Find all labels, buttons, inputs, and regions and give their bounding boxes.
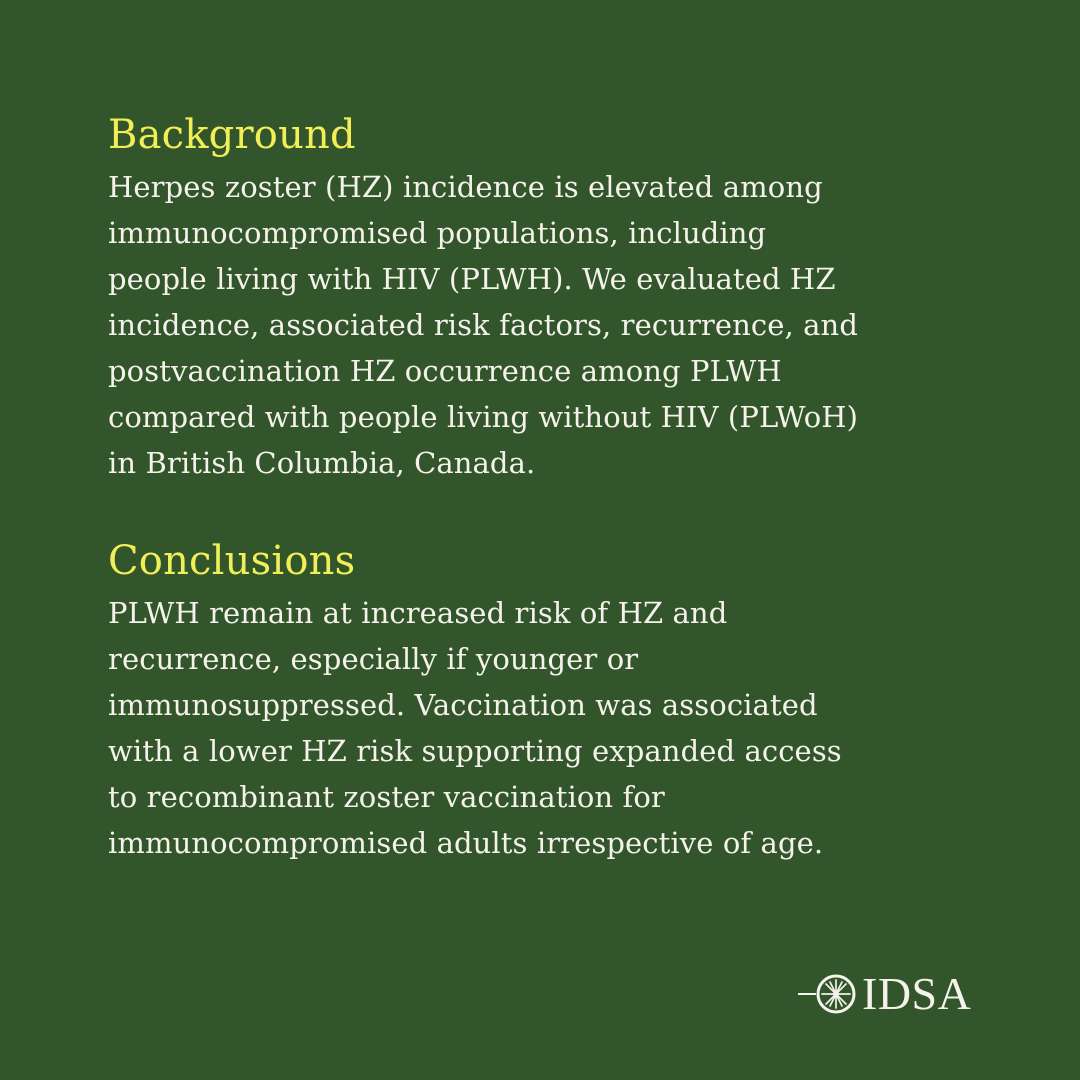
starburst-circle-icon bbox=[798, 972, 860, 1016]
background-text bbox=[108, 164, 1008, 486]
abstract-card bbox=[108, 106, 1008, 866]
conclusions-line: immunosuppressed. Vaccination was associated bbox=[108, 688, 818, 722]
background-section bbox=[108, 106, 1008, 486]
conclusions-heading: Conclusions bbox=[108, 538, 356, 584]
background-line: postvaccination HZ occurrence among PLWH bbox=[108, 354, 782, 388]
conclusions-line: with a lower HZ risk supporting expanded access bbox=[108, 734, 842, 768]
background-line: in British Columbia, Canada. bbox=[108, 446, 536, 480]
background-line: compared with people living without HIV (PLWoH) bbox=[108, 400, 859, 434]
idsa-logo bbox=[798, 968, 972, 1019]
background-line: immunocompromised populations, including bbox=[108, 216, 767, 250]
conclusions-line: recurrence, especially if younger or bbox=[108, 642, 639, 676]
conclusions-line: PLWH remain at increased risk of HZ and bbox=[108, 596, 728, 630]
conclusions-line: immunocompromised adults irrespective of age. bbox=[108, 826, 824, 860]
background-line: incidence, associated risk factors, recurrence, and bbox=[108, 308, 858, 342]
conclusions-line: to recombinant zoster vaccination for bbox=[108, 780, 665, 814]
conclusions-section bbox=[108, 532, 1008, 866]
idsa-logo-text: IDSA bbox=[862, 968, 972, 1019]
background-line: people living with HIV (PLWH). We evaluated HZ bbox=[108, 262, 836, 296]
background-line: Herpes zoster (HZ) incidence is elevated among bbox=[108, 170, 823, 204]
background-heading: Background bbox=[108, 112, 356, 158]
conclusions-text bbox=[108, 590, 1008, 866]
